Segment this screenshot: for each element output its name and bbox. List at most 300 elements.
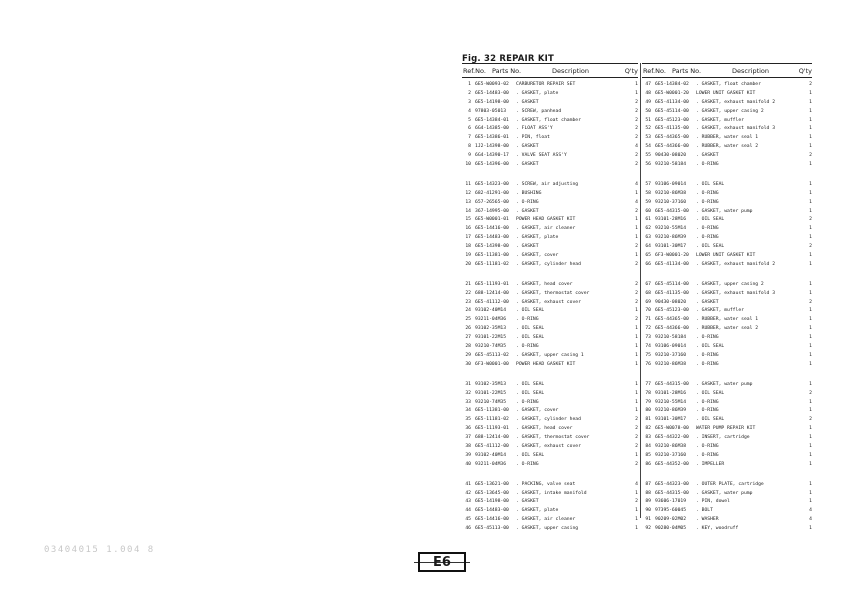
description-cell: . O-RING	[696, 352, 719, 358]
part-row	[642, 81, 812, 90]
ref-no-cell: 48	[645, 90, 651, 96]
qty-cell: 2	[635, 208, 638, 214]
part-row	[642, 307, 812, 316]
description-cell: . OIL SEAL	[516, 335, 545, 341]
qty-cell: 4	[635, 181, 638, 187]
parts-no-cell: 6E5-14384-01	[475, 117, 509, 123]
part-row	[462, 425, 638, 434]
ref-no-cell: 17	[465, 235, 471, 241]
qty-cell: 1	[635, 82, 638, 87]
parts-no-cell: 6E5-13621-00	[475, 481, 509, 487]
description-cell: . OIL SEAL	[516, 381, 545, 387]
qty-cell: 1	[809, 190, 812, 196]
parts-no-cell: 6E5-13645-00	[475, 490, 509, 496]
header-parts-no: Parts No.	[492, 67, 522, 75]
part-row	[462, 143, 638, 152]
ref-no-cell: 64	[645, 244, 651, 250]
parts-no-cell: 6E5-45114-00	[655, 108, 689, 114]
ref-no-cell: 28	[465, 344, 471, 350]
parts-no-cell: 6E5-41134-00	[655, 261, 689, 267]
description-cell: . SCREW, panhead	[516, 108, 562, 114]
part-row	[462, 343, 638, 352]
ref-no-cell: 92	[645, 526, 651, 532]
parts-no-cell: 6E5-11381-00	[475, 408, 509, 414]
part-row	[462, 325, 638, 334]
ref-no-cell: 6	[468, 126, 471, 132]
ref-no-cell: 3	[468, 99, 471, 105]
parts-no-cell: 93210-86M39	[655, 235, 687, 241]
description-cell: . SCREW, air adjusting	[516, 181, 579, 187]
ref-no-cell: 65	[645, 253, 651, 259]
qty-cell: 2	[635, 117, 638, 123]
description-cell: . GASKET, air cleaner	[516, 226, 576, 232]
parts-no-cell: 6E5-41134-00	[655, 99, 689, 105]
part-row	[462, 316, 638, 325]
qty-cell: 1	[635, 508, 638, 514]
description-cell: . GASKET, exhaust manifold 3	[696, 290, 776, 296]
description-cell: . O-RING	[516, 399, 539, 405]
description-cell: . RUBBER, water seal 1	[696, 317, 759, 323]
description-cell: . IMPELLER	[696, 461, 725, 467]
description-cell: . GASKET, exhaust cover	[516, 299, 581, 305]
part-row	[642, 234, 812, 243]
ref-no-cell: 91	[645, 517, 651, 523]
ref-no-cell: 75	[645, 352, 651, 358]
ref-no-cell: 41	[465, 481, 471, 487]
description-cell: . O-RING	[516, 199, 539, 205]
part-row	[462, 181, 638, 190]
ref-no-cell: 2	[468, 90, 471, 96]
qty-cell: 2	[635, 281, 638, 287]
part-row	[462, 216, 638, 225]
part-row	[462, 208, 638, 217]
part-row	[462, 134, 638, 143]
ref-no-cell: 39	[465, 452, 471, 458]
parts-no-cell: 90430-08020	[655, 299, 687, 305]
description-cell: . O-RING	[696, 361, 719, 367]
description-cell: POWER HEAD GASKET KIT	[516, 217, 576, 223]
header-description: Description	[732, 67, 770, 75]
qty-cell: 1	[635, 352, 638, 358]
ref-no-cell: 68	[645, 290, 651, 296]
ref-no-cell: 12	[465, 190, 471, 196]
description-cell: . GASKET, head cover	[516, 426, 573, 432]
parts-no-cell: 6E5-11181-02	[475, 261, 509, 267]
ref-no-cell: 87	[645, 481, 651, 487]
description-cell: . PACKING, valve seat	[516, 481, 576, 487]
parts-no-cell: 93101-22M15	[475, 390, 507, 396]
part-row	[642, 299, 812, 308]
part-row	[642, 381, 812, 390]
description-cell: . OIL SEAL	[696, 217, 725, 223]
parts-no-cell: 6E5-45114-00	[655, 281, 689, 287]
qty-cell: 2	[635, 499, 638, 505]
parts-no-cell: 97803-05013	[475, 108, 507, 114]
qty-cell: 1	[809, 261, 812, 267]
qty-cell: 1	[635, 344, 638, 350]
ref-no-cell: 55	[645, 153, 651, 159]
description-cell: . INSERT, cartridge	[696, 435, 750, 441]
qty-cell: 2	[635, 461, 638, 467]
description-cell: . GASKET, float chamber	[696, 82, 761, 87]
qty-cell: 4	[635, 199, 638, 205]
qty-cell: 1	[635, 361, 638, 367]
figure-title: Fig. 32 REPAIR KIT	[462, 54, 554, 64]
qty-cell: 2	[809, 217, 812, 223]
qty-cell: 1	[635, 217, 638, 223]
parts-no-cell: 6E5-44365-00	[655, 135, 689, 141]
ref-no-cell: 40	[465, 461, 471, 467]
parts-no-cell: 6E5-44323-00	[655, 481, 689, 487]
part-row	[462, 299, 638, 308]
part-row	[462, 161, 638, 170]
description-cell: . GASKET, float chamber	[516, 117, 581, 123]
parts-no-cell: 93210-86M38	[655, 361, 687, 367]
part-row	[642, 334, 812, 343]
parts-no-cell: 93210-74M35	[475, 399, 507, 405]
qty-cell: 1	[809, 435, 812, 441]
ref-no-cell: 21	[465, 281, 471, 287]
ref-no-cell: 63	[645, 235, 651, 241]
qty-cell: 1	[635, 517, 638, 523]
part-row	[462, 90, 638, 99]
parts-no-cell: 6E5-14483-00	[475, 90, 509, 96]
description-cell: . GASKET	[516, 244, 539, 250]
table-header	[462, 64, 638, 78]
parts-no-cell: 93211-04M36	[475, 461, 507, 467]
qty-cell: 1	[635, 226, 638, 232]
qty-cell: 1	[809, 381, 812, 387]
description-cell: . RUBBER, water seal 2	[696, 144, 759, 150]
description-cell: . BOLT	[696, 508, 713, 514]
description-cell: . GASKET, upper casing 2	[696, 108, 764, 114]
qty-cell: 2	[635, 290, 638, 296]
ref-no-cell: 4	[468, 108, 471, 114]
description-cell: . O-RING	[696, 443, 719, 449]
ref-no-cell: 88	[645, 490, 651, 496]
ref-no-cell: 7	[468, 135, 471, 141]
description-cell: . GASKET, upper casing 1	[516, 352, 584, 358]
ref-no-cell: 59	[645, 199, 651, 205]
description-cell: . GASKET, thermostat cover	[516, 290, 590, 296]
ref-no-cell: 74	[645, 344, 651, 350]
ref-no-cell: 70	[645, 308, 651, 314]
qty-cell: 1	[809, 99, 812, 105]
header-parts-no: Parts No.	[672, 67, 702, 75]
qty-cell: 2	[809, 82, 812, 87]
parts-no-cell: 6E5-14198-00	[475, 99, 509, 105]
ref-no-cell: 56	[645, 162, 651, 168]
parts-no-cell: 93101-28M16	[655, 390, 687, 396]
part-row	[642, 261, 812, 270]
description-cell: . O-RING	[696, 199, 719, 205]
description-cell: . OUTER PLATE, cartridge	[696, 481, 764, 487]
part-group	[462, 181, 638, 270]
part-row	[462, 152, 638, 161]
description-cell: . GASKET, water pump	[696, 208, 753, 214]
parts-no-cell: 6E5-14396-00	[475, 162, 509, 168]
part-group	[642, 181, 812, 270]
part-row	[462, 117, 638, 126]
part-row	[642, 416, 812, 425]
parts-no-cell: 6E5-14384-02	[655, 82, 689, 87]
part-row	[462, 381, 638, 390]
ref-no-cell: 53	[645, 135, 651, 141]
ref-no-cell: 78	[645, 390, 651, 396]
ref-no-cell: 34	[465, 408, 471, 414]
parts-no-cell: 688-12414-00	[475, 435, 509, 441]
description-cell: . GASKET, exhaust manifold 2	[696, 99, 776, 105]
part-row	[462, 108, 638, 117]
part-row	[642, 425, 812, 434]
part-row	[642, 343, 812, 352]
qty-cell: 2	[635, 162, 638, 168]
part-group	[642, 381, 812, 470]
part-row	[642, 181, 812, 190]
description-cell: . O-RING	[696, 408, 719, 414]
description-cell: . O-RING	[516, 461, 539, 467]
description-cell: . FLOAT ASS'Y	[516, 126, 553, 132]
parts-no-cell: 6E5-W0093-02	[475, 82, 509, 87]
parts-no-cell: 93102-40M14	[475, 452, 507, 458]
description-cell: LOWER UNIT GASKET KIT	[696, 90, 756, 96]
parts-no-cell: 6E5-W0001-20	[655, 90, 689, 96]
qty-cell: 1	[809, 361, 812, 367]
qty-cell: 2	[635, 108, 638, 114]
parts-no-cell: 6G4-14385-00	[475, 126, 509, 132]
description-cell: . GASKET, water pump	[696, 490, 753, 496]
description-cell: . GASKET, thermostat cover	[516, 435, 590, 441]
part-row	[462, 125, 638, 134]
table-header	[642, 64, 812, 78]
ref-no-cell: 46	[465, 526, 471, 532]
description-cell: . OIL SEAL	[516, 326, 545, 332]
qty-cell: 1	[809, 408, 812, 414]
description-cell: . O-RING	[516, 317, 539, 323]
description-cell: . GASKET, upper casing	[516, 526, 579, 532]
qty-cell: 1	[809, 235, 812, 241]
ref-no-cell: 60	[645, 208, 651, 214]
description-cell: . GASKET, cover	[516, 253, 559, 259]
part-row	[462, 199, 638, 208]
ref-no-cell: 66	[645, 261, 651, 267]
parts-no-cell: 93210-86M39	[655, 408, 687, 414]
part-row	[642, 152, 812, 161]
ref-no-cell: 85	[645, 452, 651, 458]
part-group	[462, 381, 638, 470]
parts-no-cell: 93101-30M17	[655, 244, 687, 250]
ref-no-cell: 8	[468, 144, 471, 150]
qty-cell: 2	[635, 135, 638, 141]
ref-no-cell: 29	[465, 352, 471, 358]
qty-cell: 1	[809, 308, 812, 314]
part-row	[642, 216, 812, 225]
ref-no-cell: 38	[465, 443, 471, 449]
ref-no-cell: 47	[645, 82, 651, 87]
part-row	[642, 208, 812, 217]
qty-cell: 1	[809, 117, 812, 123]
part-row	[462, 461, 638, 470]
part-row	[642, 325, 812, 334]
parts-no-cell: 93101-22M15	[475, 335, 507, 341]
qty-cell: 1	[809, 181, 812, 187]
ref-no-cell: 16	[465, 226, 471, 232]
part-row	[642, 443, 812, 452]
description-cell: . PIN, dowel	[696, 499, 730, 505]
qty-cell: 1	[809, 281, 812, 287]
ref-no-cell: 44	[465, 508, 471, 514]
parts-no-cell: 93210-58184	[655, 335, 687, 341]
description-cell: . GASKET	[516, 162, 539, 168]
part-row	[462, 234, 638, 243]
part-row	[642, 252, 812, 261]
parts-no-cell: 90209-02M02	[655, 517, 687, 523]
part-row	[642, 243, 812, 252]
part-row	[642, 490, 812, 499]
part-row	[462, 290, 638, 299]
parts-no-cell: 6F3-W0001-00	[475, 361, 509, 367]
qty-cell: 1	[635, 381, 638, 387]
parts-no-cell: 6E5-14386-01	[475, 135, 509, 141]
ref-no-cell: 43	[465, 499, 471, 505]
qty-cell: 1	[809, 162, 812, 168]
part-row	[642, 461, 812, 470]
part-row	[642, 108, 812, 117]
part-group	[462, 81, 638, 170]
qty-cell: 1	[809, 317, 812, 323]
ref-no-cell: 67	[645, 281, 651, 287]
qty-cell: 1	[635, 408, 638, 414]
ref-no-cell: 10	[465, 162, 471, 168]
qty-cell: 1	[635, 308, 638, 314]
ref-no-cell: 54	[645, 144, 651, 150]
parts-no-cell: 93210-86M38	[655, 443, 687, 449]
part-row	[642, 125, 812, 134]
ref-no-cell: 1	[468, 82, 471, 87]
description-cell: . GASKET	[696, 153, 719, 159]
parts-no-cell: 93102-35M13	[475, 326, 507, 332]
parts-no-cell: 6E5-14416-00	[475, 226, 509, 232]
qty-cell: 1	[809, 199, 812, 205]
qty-cell: 2	[635, 99, 638, 105]
parts-no-cell: 6E5-44366-00	[655, 144, 689, 150]
part-row	[462, 490, 638, 499]
parts-no-cell: 6G4-14390-17	[475, 153, 509, 159]
parts-no-cell: 6E5-44365-00	[655, 317, 689, 323]
part-row	[642, 434, 812, 443]
parts-no-cell: 6E5-14483-00	[475, 235, 509, 241]
ref-no-cell: 15	[465, 217, 471, 223]
part-row	[642, 161, 812, 170]
part-row	[462, 416, 638, 425]
ref-no-cell: 24	[465, 308, 471, 314]
qty-cell: 2	[635, 153, 638, 159]
description-cell: . GASKET, air cleaner	[516, 517, 576, 523]
part-row	[642, 290, 812, 299]
part-row	[462, 390, 638, 399]
part-group	[642, 81, 812, 170]
header-qty: Q'ty	[624, 67, 638, 75]
qty-cell: 4	[635, 481, 638, 487]
ref-no-cell: 31	[465, 381, 471, 387]
description-cell: . O-RING	[696, 235, 719, 241]
left-groups	[462, 81, 638, 534]
description-cell: . O-RING	[696, 190, 719, 196]
qty-cell: 1	[635, 526, 638, 532]
parts-no-cell: 93210-37160	[655, 352, 687, 358]
part-group	[642, 281, 812, 370]
description-cell: . O-RING	[696, 399, 719, 405]
parts-no-cell: 6E5-45113-00	[475, 526, 509, 532]
description-cell: WATER PUMP REPAIR KIT	[696, 426, 756, 432]
part-row	[462, 81, 638, 90]
parts-no-cell: 6E5-44352-00	[655, 461, 689, 467]
part-row	[462, 307, 638, 316]
part-row	[462, 352, 638, 361]
qty-cell: 2	[635, 435, 638, 441]
description-cell: . OIL SEAL	[696, 344, 725, 350]
part-row	[462, 516, 638, 525]
description-cell: LOWER UNIT GASKET KIT	[696, 253, 756, 259]
description-cell: . GASKET, muffler	[696, 117, 744, 123]
page-number: E6	[418, 552, 466, 572]
description-cell: . GASKET, plate	[516, 235, 559, 241]
qty-cell: 1	[809, 352, 812, 358]
description-cell: . GASKET, plate	[516, 90, 559, 96]
description-cell: . O-RING	[696, 335, 719, 341]
parts-no-cell: 93101-30M17	[655, 417, 687, 423]
part-row	[462, 361, 638, 370]
qty-cell: 4	[809, 508, 812, 514]
parts-no-cell: 6E5-41135-00	[655, 126, 689, 132]
parts-no-cell: 6E5-14323-00	[475, 181, 509, 187]
part-row	[642, 498, 812, 507]
part-row	[642, 361, 812, 370]
qty-cell: 1	[809, 108, 812, 114]
qty-cell: 2	[809, 299, 812, 305]
qty-cell: 1	[809, 452, 812, 458]
description-cell: . PIN, float	[516, 135, 550, 141]
part-row	[462, 99, 638, 108]
ref-no-cell: 14	[465, 208, 471, 214]
description-cell: . BUSHING	[516, 190, 542, 196]
qty-cell: 2	[635, 443, 638, 449]
ref-no-cell: 72	[645, 326, 651, 332]
qty-cell: 1	[635, 335, 638, 341]
description-cell: . GASKET	[516, 208, 539, 214]
part-row	[462, 261, 638, 270]
qty-cell: 1	[809, 490, 812, 496]
ref-no-cell: 73	[645, 335, 651, 341]
qty-cell: 1	[809, 326, 812, 332]
parts-no-cell: 90430-08020	[655, 153, 687, 159]
description-cell: POWER HEAD GASKET KIT	[516, 361, 576, 367]
qty-cell: 1	[635, 452, 638, 458]
ref-no-cell: 57	[645, 181, 651, 187]
parts-table-right	[642, 63, 812, 534]
description-cell: . GASKET, upper casing 2	[696, 281, 764, 287]
parts-no-cell: 93606-17019	[655, 499, 687, 505]
parts-no-cell: 93102-35M13	[475, 381, 507, 387]
part-row	[462, 434, 638, 443]
ref-no-cell: 82	[645, 426, 651, 432]
description-cell: . OIL SEAL	[696, 390, 725, 396]
qty-cell: 1	[809, 344, 812, 350]
page-stamp: 03404015 1.004 8	[44, 545, 155, 555]
qty-cell: 1	[809, 226, 812, 232]
qty-cell: 1	[635, 190, 638, 196]
parts-no-cell: 682-41291-00	[475, 190, 509, 196]
